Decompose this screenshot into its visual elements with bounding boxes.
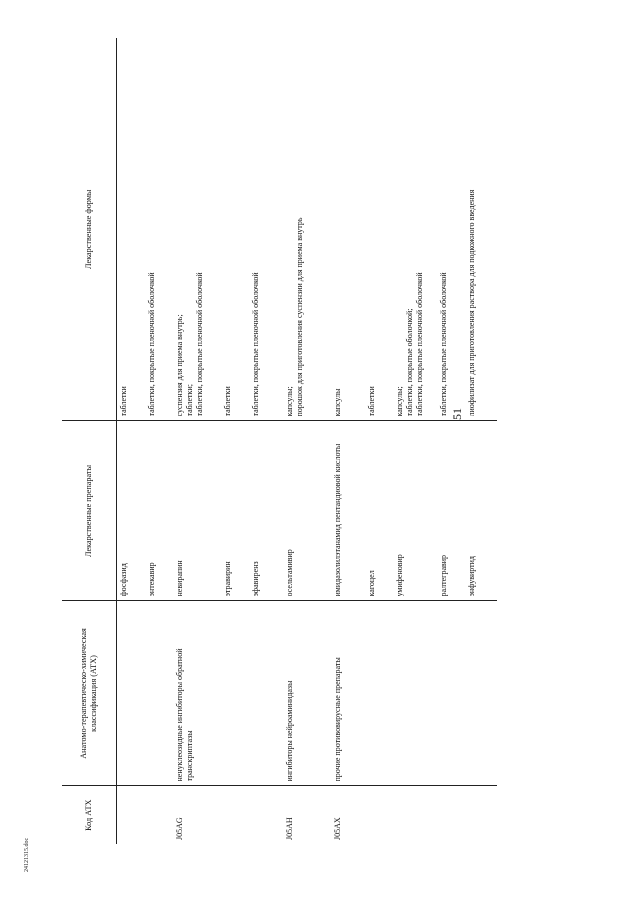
table-row [145,38,173,844]
cell-drug-content [437,426,465,597]
cell-classification-content [249,606,283,782]
cell-classification-content [145,606,173,782]
cell-classification [393,601,437,786]
dosage-form: таблетки, покрытые пленочной оболочкой [439,272,448,417]
cell-code [173,786,221,844]
cell-drug-content [465,426,497,597]
cell-forms-content [331,42,365,417]
cell-code [437,786,465,844]
atx-table [62,38,497,844]
cell-forms-content [465,42,497,417]
dosage-form: таблетки, покрытые пленочной оболочкой [414,272,424,417]
table-header-row [62,38,117,844]
header-forms: Лекарственные формы [62,38,117,421]
drug-name: ралтегравир [439,554,448,597]
header-classification: Анатомо-терапевтическо-химическая классификация (АТХ) [62,601,117,786]
dosage-form: капсулы; [395,386,404,417]
cell-code [331,786,365,844]
cell-drug [331,421,365,601]
header-code: Код АТХ [62,786,117,844]
cell-drug-content [331,426,365,597]
cell-drug-content [221,426,249,597]
cell-code-content [465,791,497,841]
table-row [465,38,497,844]
cell-drug [465,421,497,601]
drug-name: эфавиренз [251,561,260,597]
cell-classification-content [173,606,221,782]
cell-drug [365,421,393,601]
cell-code-content [145,791,173,841]
cell-classification [283,601,331,786]
drug-name: этравирин [223,561,232,597]
cell-drug-content [393,426,437,597]
cell-classification-content [365,606,393,782]
cell-code [221,786,249,844]
cell-forms-content [283,42,331,417]
cell-drug [145,421,173,601]
cell-forms-content [393,42,437,417]
dosage-form: порошок для приготовления суспензии для приема внутрь [294,217,304,417]
cell-forms [283,38,331,421]
drug-name: осельтамивир [285,549,294,597]
cell-classification-content [437,606,465,782]
table-row [331,38,365,844]
cell-drug-content [283,426,331,597]
dosage-form: таблетки, покрытые оболочкой; [404,308,414,417]
atx-classification: прочие противовирусные препараты [333,657,342,782]
cell-classification [117,601,146,786]
cell-code-content [221,791,249,841]
cell-forms-content [173,42,221,417]
atx-code: J05AH [285,817,294,840]
cell-drug [437,421,465,601]
cell-classification-content [465,606,497,782]
cell-code [145,786,173,844]
cell-classification [173,601,221,786]
page-number: 51 [450,408,464,420]
cell-code-content [283,791,331,841]
cell-code-content [249,791,283,841]
table-body [117,38,498,844]
cell-classification [249,601,283,786]
cell-classification [331,601,365,786]
cell-classification [221,601,249,786]
cell-forms [117,38,146,421]
cell-forms [173,38,221,421]
cell-code-content [393,791,437,841]
cell-code [393,786,437,844]
dosage-form: капсулы; [285,386,294,417]
cell-drug-content [145,426,173,597]
table-row [365,38,393,844]
drug-name: фосфазид [119,563,128,597]
cell-classification [365,601,393,786]
dosage-form: таблетки [119,386,128,417]
table-row [393,38,437,844]
cell-forms [465,38,497,421]
cell-forms [365,38,393,421]
dosage-form: таблетки, покрытые пленочной оболочкой [251,272,260,417]
cell-classification-content [117,606,145,782]
cell-drug [221,421,249,601]
cell-drug [173,421,221,601]
cell-forms-content [249,42,283,417]
cell-forms-content [145,42,173,417]
cell-code-content [331,791,365,841]
cell-forms-content [365,42,393,417]
dosage-form: суспензия для приема внутрь; [175,314,184,417]
cell-classification-content [331,606,365,782]
dosage-form: лиофилизат для приготовления раствора для подкожного введения [467,189,476,417]
table-row [117,38,146,844]
drug-name: энтекавир [147,562,156,597]
cell-forms [221,38,249,421]
cell-code-content [437,791,465,841]
atx-code: J05AG [175,817,184,840]
atx-classification: ингибиторы нейроаминидазы [285,680,294,782]
cell-forms [331,38,365,421]
cell-drug [249,421,283,601]
cell-drug-content [173,426,221,597]
table-row [283,38,331,844]
cell-drug [283,421,331,601]
dosage-form: таблетки, покрытые пленочной оболочкой [147,272,156,417]
rotated-table-wrapper [62,38,610,844]
header-preparations: Лекарственные препараты [62,421,117,601]
cell-classification-content [283,606,331,782]
cell-classification [145,601,173,786]
cell-drug [393,421,437,601]
cell-code [249,786,283,844]
cell-drug [117,421,146,601]
drug-name: кагоцел [367,570,376,597]
cell-code [283,786,331,844]
cell-forms [249,38,283,421]
cell-drug-content [117,426,145,597]
cell-classification [465,601,497,786]
dosage-form: капсулы [333,388,342,417]
cell-code [465,786,497,844]
drug-name: имидазолилэтанамид пентандиовой кислоты [333,443,342,597]
cell-classification-content [393,606,437,782]
cell-forms-content [221,42,249,417]
dosage-form: таблетки [367,386,376,417]
table-row [249,38,283,844]
cell-code [365,786,393,844]
cell-code-content [117,791,145,841]
cell-classification-content [221,606,249,782]
atx-code: J05AX [333,817,342,840]
cell-code [117,786,146,844]
cell-forms-content [437,42,465,417]
cell-drug-content [249,426,283,597]
drug-name: энфувиртид [467,556,476,597]
table-row [173,38,221,844]
cell-code-content [365,791,393,841]
dosage-form: таблетки; [184,384,194,417]
table-row [437,38,465,844]
dosage-form: таблетки, покрытые пленочной оболочкой [194,272,204,417]
cell-forms-content [117,42,145,417]
drug-name: невирапин [175,560,184,597]
cell-forms [145,38,173,421]
cell-code-content [173,791,221,841]
atx-classification: ненуклеозидные ингибиторы обратной транскриптазы [175,648,194,782]
cell-drug-content [365,426,393,597]
cell-forms [437,38,465,421]
dosage-form: таблетки [223,386,232,417]
table-row [221,38,249,844]
cell-classification [437,601,465,786]
footer-file-name: 24121315.doc [24,837,30,872]
drug-name: умифеновир [395,554,404,597]
cell-forms [393,38,437,421]
